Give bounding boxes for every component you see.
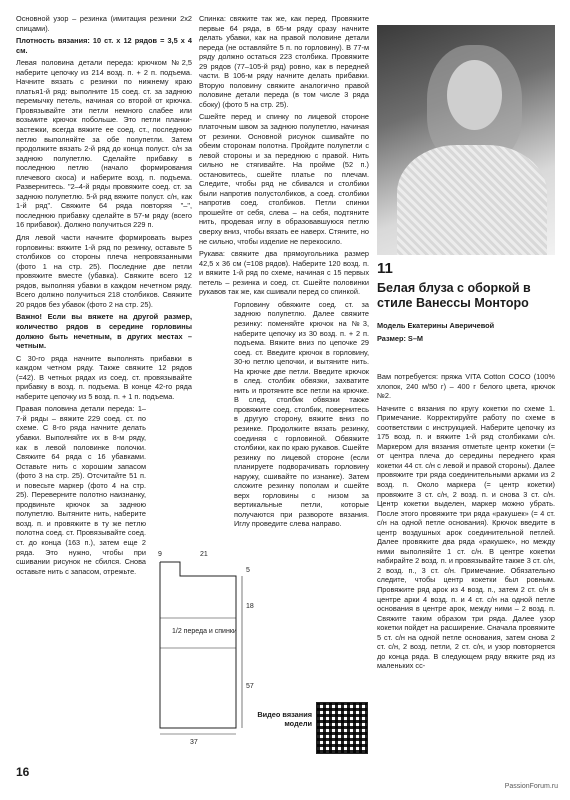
diagram-outline: [160, 562, 236, 728]
paragraph: Плотность вязания: 10 ст. х 12 рядов = 3,5 х 4 см.: [16, 36, 192, 55]
paragraph: С 30-го ряда начните выполнять прибавки в каждом четном ряду. Также свяжите 12 рядов (=42). В четных рядах из соед. ст. провязывайте прибавку в возд. п. подъема. В конце 42-го ряда наберите цепочку из 5 возд. п. + 1 п. подъема.: [16, 353, 192, 401]
paragraph: Начните с вязания по кругу кокетки по схеме 1. Примечание. Корректируйте работу по схеме в соответствии с инструкцией. Наберите цепочку из 175 возд. п. и вяжите 1-й ряд столбиками с/н. Маркером для вязания отметьте центр кокетки (= от центра плеча до середины переднего края кокетки 44 ст. с/н с левой и правой стороны). Далее провяжите три ряда соединительными арками из 2 возд. п. Около маркера (= центр кокетки) провяжите 3 ст. с/н, 2 возд. п. и снова 3 ст. с/н. Центр кокетки выделен, маркер можно убрать. После этого провяжите три ряда «ракушек» (= 4 ст. с/н на одной петле основания). Крючок введите в центр воздушных арок соединительной петлей. Далее провяжите два ряда «ракушек», но между ними выполняйте 1 ст. с/н. В центре кокетки набирайте 2 возд. п. и провязывайте также 3 ст. с/н, 2 возд. п., 3 ст. с/н. Примечание. Обязательно следите, чтобы центр кокетки был ровным. Провяжите ряд арок из 4 возд. п., затем 2 ст. с/н в центре арки 4 возд. п. и 4 ст. с/н на одной петле основания в центре арок, между ними – 2 возд. п. Свяжите таким образом три ряда. Далее узор кокетки пойдет на расширение. Сначала провяжите 5 ст. с/н на одной петле основания, затем снова 2 ст. с/н, 2 возд. петли, 2 ст. с/н, и узор повторяется до конца ряда. В следующем ряду вяжите ряд из маленьких сс-: [377, 403, 555, 671]
footer-site: PassionForum.ru: [504, 783, 558, 790]
paragraph: Основной узор – резинка (имитация резинки 2х2 спицами).: [16, 14, 192, 33]
photo-face: [447, 60, 502, 130]
diagram-dim-57: 57: [246, 683, 254, 690]
diagram-dim-5: 5: [246, 567, 250, 574]
diagram-dim-18: 18: [246, 603, 254, 610]
model-size: Размер: S–M: [377, 334, 424, 343]
paragraph: Горловину обвяжите соед. ст. за заднюю полупетлю. Далее свяжите резинку: поменяйте крючок на №3, наберите цепочку из 30 возд. п. + 2 п. подъема. Вяжите вниз по цепочке 29 соед. ст. Введите крючок в горловину, 30-ю петлю цепочки, и вытяните нить. На крючке две петли. Введите крючок в след. столбик обвязки, захватите нить и протяните все петли на крючке. В след. столбик обвязки также провяжите соед. столбик, повернитесь в другую сторону, вяжите вниз по резинке. Продолжите вязать резинку, соединяя с горловиной. Обвяжите столбики, как по краю рукавов. Сшейте резинку по лицевой стороне (если планируете подворачивать горловину наружу, сшивайте по изнанке). Затем сложите резинку пополам и сшейте верх горловины с низом за вертикальные петли, которые получаются при развороте вязания. Иглу проведите слева направо.: [234, 299, 369, 529]
diagram-dim-9: 9: [158, 551, 162, 558]
video-label: Видео вязания модели: [257, 710, 312, 728]
model-photo: [377, 25, 555, 255]
paragraph: Вам потребуется: пряжа VITA Cotton COCO (100% хлопок, 240 м/50 г) – 400 г белого цвета, крючок №2.: [377, 372, 555, 401]
diagram-dim-21: 21: [200, 551, 208, 558]
text-column-2: [199, 14, 369, 532]
paragraph: Важно! Если вы вяжете на другой размер, количество рядов в середине горловины должно быть нечетным, в других местах – четным.: [16, 312, 192, 351]
page-number: 16: [16, 765, 30, 779]
paragraph: Для левой части начните формировать вырез горловины: вяжите 1-й ряд по резинку, оставьте 5 столбиков со стороны плеча непровязанными (фото 1 на стр. 25). Последние две петли провяжите вместе (убавка). Свяжите всего 12 рядов, выполняя убавки в каждом нечетном ряду. Всего должно получиться 218 столбиков. Свяжите 20 рядов без убавок (фото 2 на стр. 25).: [16, 233, 192, 309]
paragraph: Рукава: свяжите два прямоугольника размер 42,5 х 36 см (=108 рядов). Наберите 120 возд. п. и вяжите 1-й ряд по схеме, начиная с 15 первых петель – резинка и соед. ст. Сшейте половинки рукавов так же, как сшивали перед со спинкой.: [199, 249, 369, 297]
paragraph: Левая половина детали переда: крючком №2,5 наберите цепочку из 214 возд. п. + 2 п. подъема. Начните вязать с резинки по нижнему краю платья1-й ряд: выполните 15 соед. ст. за заднюю перемычку петель, начиная со второй от крючка. Провязывайте эти петли немного слабее или возьмите крючок побольше. Это петли планки-застежки, всегда вяжите ее соед. ст., последнюю петлю выполняйте за обе полупетли. Затем продолжите вязать 2-й ряд до конца полуст. с/н за заднюю полупетлю. Сделайте прибавку в последнюю петлю (начало формирования плечевого скоса) и наберите возд. п. подъема. Развернитесь. "2–4-й ряды провяжите соед. ст. за заднюю полупетлю. 5-й ряд вяжите полуст. с/н, как 1-й ряд". Свяжите 64 ряда повторяя "–", последнюю прибавку сделайте в 57-м ряду (всего 16 прибавок). Должно получиться 229 п.: [16, 58, 192, 230]
paragraph: Спинка: свяжите так же, как перед. Провяжите первые 64 ряда, в 65-м ряду сразу начните делать убавки, как на правой половине детали переда (не оставляйте 5 п. по горловину). В 77-м ряду должно остаться 223 столбика. Провяжите 29 рядов (77–105-й ряд) ровно, как в передней части. В 106-м ряду начните делать прибавки. Вторую половину свяжите аналогично правой половине детали переда (в том числе 3 ряда сбоку) (фото 5 на стр. 25).: [199, 14, 369, 109]
diagram-dim-37: 37: [190, 739, 198, 746]
pattern-diagram: [150, 548, 260, 748]
model-number: 11: [377, 260, 393, 277]
paragraph: Правая половина детали переда: 1–7-й ряды – вяжите 229 соед. ст. по схеме. С 8-го ряда начните делать убавки. Выполняйте их в 8-м ряду, как в левой половинке полочки. Свяжите 64 ряда с 16 убавками. Оставьте нить с хорошим запасом (фото 3 на стр. 25). Отсчитайте 51 п. и повесьте маркер (фото 4 на стр. 25). Переверните полотно наизнанку, продвиньте крючок за заднюю полупетлю. Вытяните нить, наберите возд. п. и провяжите в ту же петлю полотна соед. ст. Провязывайте соед. ст. до конца (163 п.), затем еще 2 ряда. Это нужно, чтобы при сшивании рисунок не сбился. Снова оставьте нить с запасом, отрежьте.: [16, 404, 146, 576]
diagram-label: 1/2 переда и спинки: [172, 628, 237, 635]
model-author: Модель Екатерины Аверичевой: [377, 321, 495, 330]
model-title: Белая блуза с оборкой в стиле Ванессы Монторо: [377, 281, 531, 310]
photo-blouse: [397, 145, 547, 255]
qr-code[interactable]: [316, 702, 368, 754]
text-column-3: [377, 372, 555, 674]
text-column-1: [16, 14, 192, 579]
paragraph: Сшейте перед и спинку по лицевой стороне платочным швом за заднюю полупетлю, начиная от резинки. Основной рисунок сшивайте по обеим сторонам полотна. Пройдите полупетли с левой стороны и за переднюю с правой. Нить сильно не стягивайте. На пройме (52 п.) остановитесь, сшейте платье по плечам. Следите, чтобы ряд не сбивался и столбики были напротив полустолбиков, а соед. столбики напротив соед. столбиков. Петли спинки прошейте от себя, слева – на себя, подтяните нить, продевая иглу в образовавшуюся петлю сверху вниз, чтобы вязать ее наверх. Стяните, но не сильно, чтобы изделие не перекосило.: [199, 112, 369, 246]
